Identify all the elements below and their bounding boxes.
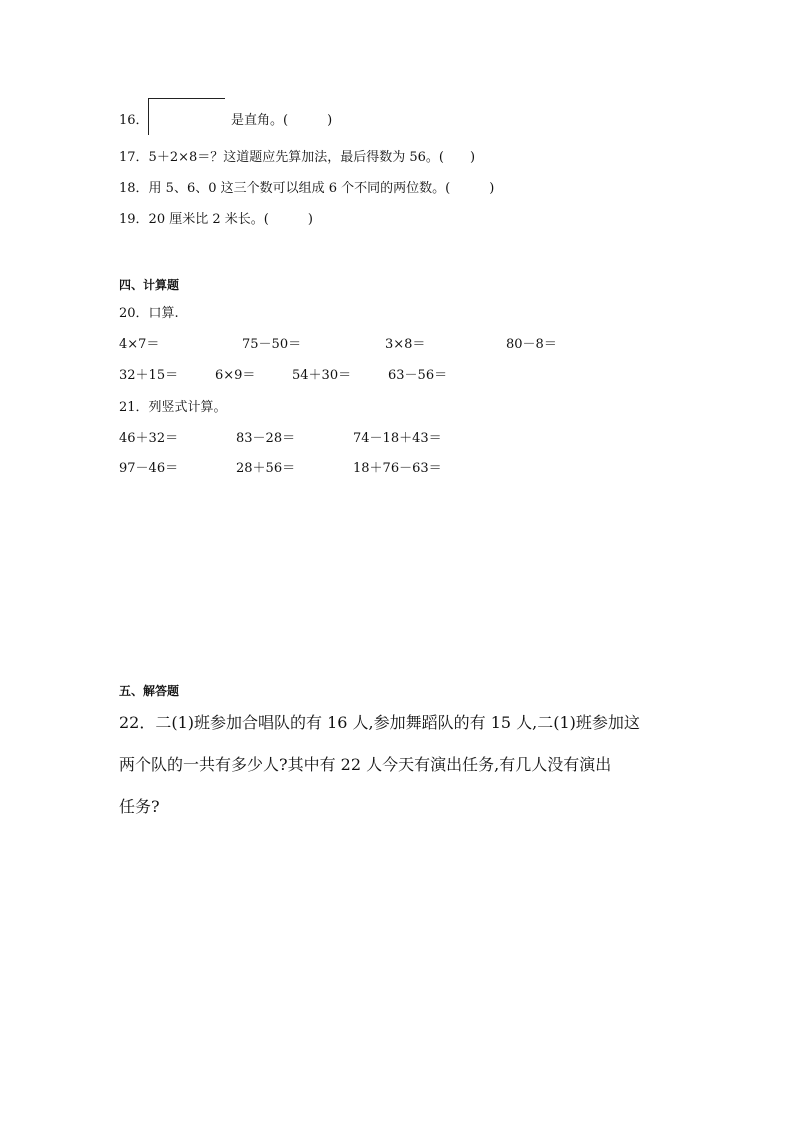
right-angle-figure bbox=[148, 98, 225, 135]
q21-item: 83－28＝ bbox=[236, 431, 296, 446]
q21-item: 46＋32＝ bbox=[119, 431, 179, 446]
q16-text: 是直角。( ) bbox=[231, 113, 333, 128]
q20-title: 20．口算. bbox=[119, 306, 179, 321]
q20-item: 75－50＝ bbox=[242, 337, 302, 352]
section-answer-title: 五、解答题 bbox=[119, 684, 180, 698]
q21-item: 28＋56＝ bbox=[236, 461, 296, 476]
q19-text: 19．20 厘米比 2 米长。( ) bbox=[119, 212, 313, 227]
q21-item: 74－18＋43＝ bbox=[353, 431, 442, 446]
q17-text: 17．5＋2×8＝？这道题应先算加法，最后得数为 56。( ) bbox=[119, 150, 476, 165]
q20-item: 3×8＝ bbox=[385, 337, 426, 352]
q21-item: 97－46＝ bbox=[119, 461, 179, 476]
q22-line-1: 22．二(1)班参加合唱队的有 16 人,参加舞蹈队的有 15 人,二(1)班参加这 bbox=[119, 713, 640, 732]
q20-item: 63－56＝ bbox=[388, 368, 448, 383]
q16-number: 16． bbox=[119, 113, 149, 128]
q21-item: 18＋76－63＝ bbox=[353, 461, 442, 476]
q20-item: 54＋30＝ bbox=[292, 368, 352, 383]
q20-item: 32＋15＝ bbox=[119, 368, 179, 383]
q20-item: 4×7＝ bbox=[119, 337, 160, 352]
q22-line-2: 两个队的一共有多少人?其中有 22 人今天有演出任务,有几人没有演出 bbox=[119, 755, 612, 774]
q18-text: 18．用 5、6、0 这三个数可以组成 6 个不同的两位数。( ) bbox=[119, 181, 495, 196]
q22-line-3: 任务? bbox=[119, 797, 160, 816]
section-calc-title: 四、计算题 bbox=[119, 278, 180, 292]
q20-item: 80－8＝ bbox=[506, 337, 557, 352]
q21-title: 21．列竖式计算。 bbox=[119, 400, 227, 415]
q20-item: 6×9＝ bbox=[215, 368, 256, 383]
